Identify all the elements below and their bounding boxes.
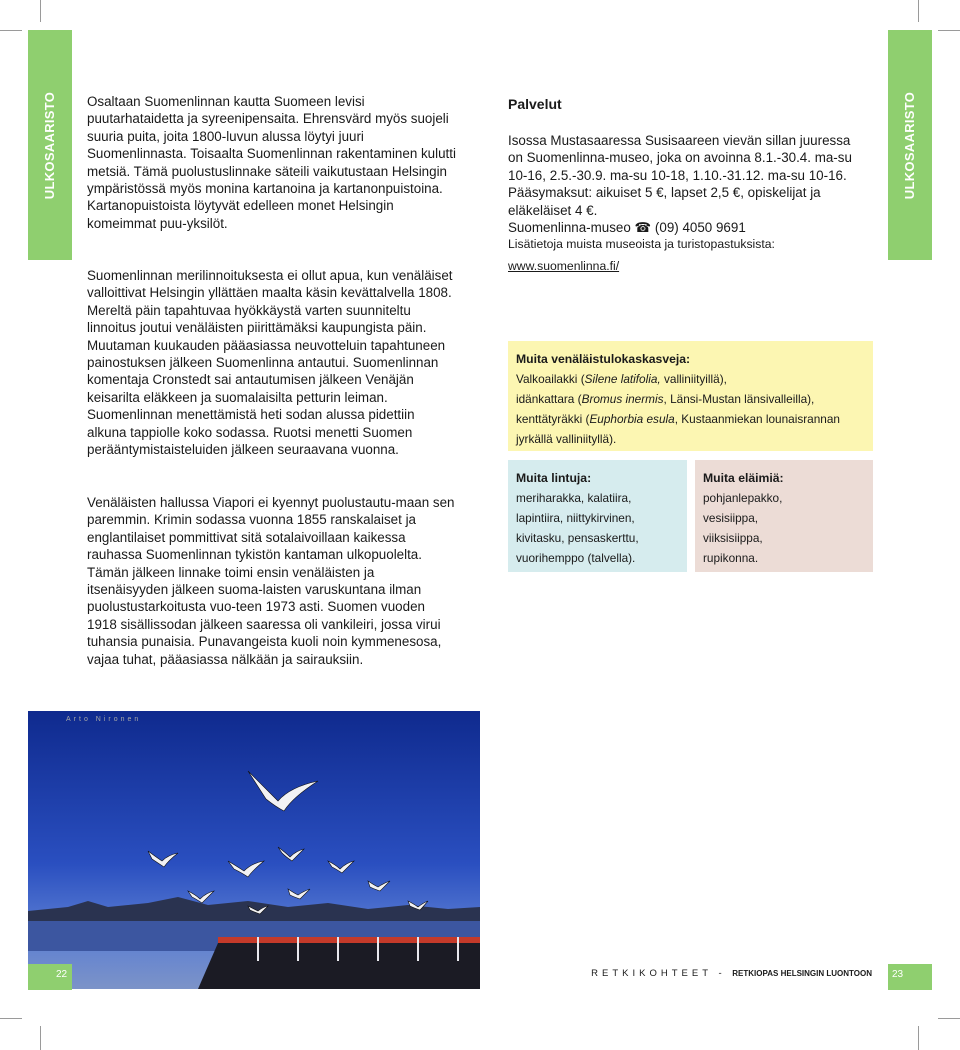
crop-mark [918,0,919,22]
paragraph-1808-war: Suomenlinnan merilinnoituksesta ei ollut apua, kun venäläiset valloittivat Helsingin yllättäen maalta käsin kevättalvella 1808. Mereltä päin tapahtuvaa hyökkäystä varten suunniteltu linnoitus joutui venäläisten piirittämäksi kaupungista päin. Muutaman kuukauden pääasiassa neuvotteluin tapahtuneen painostuksen jälkeen Suomenlinna antautui. Suomenlinnan komentaja Cronstedt sai antautumisen jälkeen Venäjän keisarilta eläkkeen ja suomalaisilta petturin leiman. Suomenlinnan menettämistä heti sodan alussa pidettiin alkuna tappiolle koko sodassa. Ruotsi menetti Suomen perääntymistaisteluiden jälkeen seuraavana vuonna. [87,268,453,458]
publication-name: RETKIOPAS HELSINGIN LUONTOON [732,969,872,978]
side-tab-label: ULKOSAARISTO [902,91,918,199]
plant-line: jyrkällä valliniityllä). [516,432,617,446]
side-tab-right [888,30,932,260]
paragraph-gardens: Osaltaan Suomenlinnan kautta Suomeen levisi puutarhataidetta ja syreenipensaita. Ehrensvärd myös suojeli suuria puita, joita 1800-luvun alussa löytyi juuri Suomenlinnasta. Toisaalta Suomenlinnan rakentaminen kulutti metsiä. Tämä puolustuslinnake säteili vaikutustaan Helsingin ympäristössä myös monina kartanoina ja kartanonpuistoina. Kartanopuistoista löytyvät edelleen monet Helsingin komeimmat puu-yksilöt. [87,94,456,231]
plant-line [516,409,865,429]
birds-heading: Muita lintuja: [516,471,592,485]
bird-line: lapintiira, niittykirvinen, [516,511,635,525]
crop-mark [0,1018,22,1019]
opening-hours-text: Isossa Mustasaaressa Susisaareen vievän sillan juuressa on Suomenlinna-museo, joka on avoinna 8.1.-30.4. ma-su 10-16, 2.5.-30.9. ma-su 10-18, 1.10.-31.12. ma-su 10-16. Pääsymaksut: aikuiset 5 €, lapset 2,5 €, opiskelijat ja eläkeläiset 4 €. [508,133,852,218]
phone-line: Suomenlinna-museo ☎ (09) 4050 9691 [508,220,746,236]
palvelut-heading: Palvelut [508,96,562,112]
text: idänkattara ( [516,392,582,406]
text: valliniityillä), [660,372,727,386]
page-number-left [28,964,72,990]
crop-mark [0,30,22,31]
crop-mark [40,0,41,22]
photo-credit: Arto Nironen [66,716,142,723]
crop-mark [918,1026,919,1050]
page-number: 23 [892,969,904,980]
latin-name: Euphorbia esula [589,412,675,426]
crop-mark [938,30,960,31]
info-line: Lisätietoja muista museoista ja turistopastuksista: [508,237,775,252]
crop-mark [40,1026,41,1050]
latin-name: Silene latifolia, [584,372,661,386]
bird-line: kivitasku, pensaskerttu, [516,531,639,545]
photo-illustration [28,711,480,989]
bird-line: meriharakka, kalatiira, [516,491,632,505]
animals-heading: Muita eläimiä: [703,471,784,485]
palvelut-info [508,132,868,275]
page-number-right [888,964,932,990]
plant-line [516,389,865,409]
website-link[interactable]: www.suomenlinna.fi/ [508,258,620,273]
animals-box [695,460,873,572]
animal-line: viiksisiippa, [703,531,763,545]
text: , Länsi-Mustan länsivalleilla), [663,392,815,406]
paragraph-viapori: Venäläisten hallussa Viapori ei kyennyt puolustautu-maan sen paremmin. Krimin sodassa vuonna 1855 ranskalaiset ja englantilaiset pommittivat sitä sotalaivoillaan kaikessa rauhassa Suomenlinnan tykistön kantaman ulkopuolelta. Tämän jälkeen linnake toimi ensin venäläisten ja itsenäisyyden jälkeen suoma-laisten varuskuntana ilman puolustustarkoitusta vuo-teen 1973 asti. Suomen vuoden 1918 sisällissodan jälkeen saaressa oli vankileiri, jossa virui tuhansia punaisia. Punavangeista kuoli noin kymmenesosa, vajaa tuhat, pääasiassa nälkään ja sairauksiin. [87,495,455,667]
side-tab-left [28,30,72,260]
page-number: 22 [56,969,68,980]
text: Valkoailakki ( [516,372,585,386]
animal-line: pohjanlepakko, [703,491,783,505]
section-name: RETKIKOHTEET - [591,968,733,979]
latin-name: Bromus inermis [581,392,664,406]
running-footer [591,968,872,979]
birds-box [508,460,687,572]
plants-box [508,341,873,451]
plants-heading: Muita venäläistulokaskasveja: [516,352,691,366]
plant-line [516,369,865,389]
animal-line: rupikonna. [703,551,759,565]
seagulls-photo [28,711,480,989]
crop-mark [938,1018,960,1019]
text: kenttätyräkki ( [516,412,590,426]
bird-line: vuorihemppo (talvella). [516,551,636,565]
text: , Kustaanmiekan lounaisrannan [674,412,840,426]
side-tab-label: ULKOSAARISTO [42,91,58,199]
animal-line: vesisiippa, [703,511,759,525]
